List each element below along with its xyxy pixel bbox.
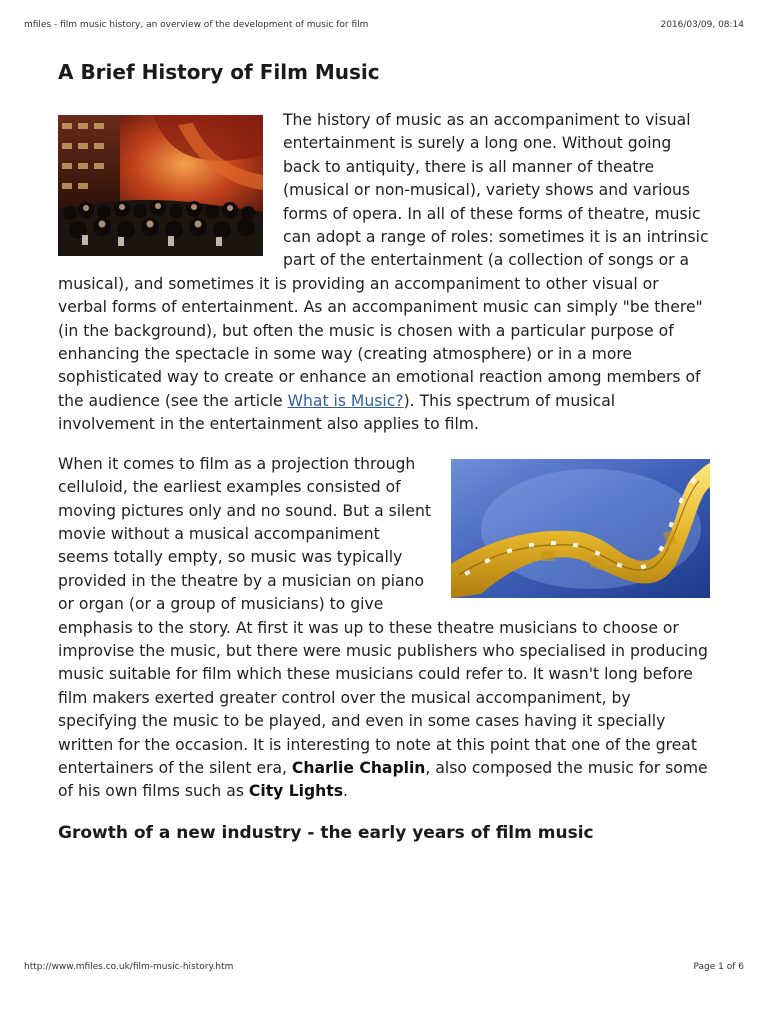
print-header-title: mfiles - film music history, an overview of the development of music for film bbox=[24, 20, 369, 30]
city-lights-title: City Lights bbox=[248, 782, 344, 801]
print-header bbox=[24, 20, 744, 30]
intro-text-end: ). This spectrum of musical involvement in the entertainment also applies to film. bbox=[58, 391, 616, 434]
article bbox=[58, 58, 710, 846]
silent-film-text-mid: , also composed the music for some of his own films such as bbox=[58, 758, 708, 801]
intro-text: The history of music as an accompaniment to visual entertainment is surely a long one. Without going back to antiquity, there is all manner of theatre (musical or non-musical), variety shows and various forms of opera. In all of these forms of theatre, music can adopt a range of roles: sometimes it is an intrinsic part of the entertainment (a collection of songs or a musical), and sometimes it is providing an accompaniment to other visual or verbal forms of entertainment. As an accompaniment music can simply "be there" (in the background), but often the music is chosen with a particular purpose of enhancing the spectacle in some way (creating atmosphere) or in a more sophisticated way to create or enhance an emotional reaction among members of the audience (see the article bbox=[58, 111, 709, 410]
article-title: A Brief History of Film Music bbox=[58, 60, 380, 84]
print-footer bbox=[24, 962, 744, 972]
print-header-datetime: 2016/03/09, 08:14 bbox=[660, 20, 744, 30]
theatre-image bbox=[58, 115, 263, 256]
print-footer-page: Page 1 of 6 bbox=[693, 962, 744, 972]
section-heading: Growth of a new industry - the early years of film music bbox=[58, 822, 594, 843]
what-is-music-link[interactable]: What is Music? bbox=[287, 391, 404, 410]
silent-film-text-end: . bbox=[343, 782, 348, 801]
charlie-chaplin-name: Charlie Chaplin bbox=[291, 758, 426, 777]
silent-film-text: When it comes to film as a projection through celluloid, the earliest examples consisted of moving pictures only and no sound. But a silent movie without a musical accompaniment seems totally empty, so music was typically provided in the theatre by a musician on piano or organ (or a group of musicians) to give emphasis to the story. At first it was up to these theatre musicians to choose or improvise the music, but there were music publishers who specialised in producing music suitable for film which these musicians could refer to. It wasn't long before film makers exerted greater control over the musical accompaniment, by specifying the music to be played, and even in some cases having it specially written for the occasion. It is interesting to note at this point that one of the great entertainers of the silent era, bbox=[58, 454, 708, 777]
film-strip-image bbox=[451, 459, 710, 598]
print-footer-url: http://www.mfiles.co.uk/film-music-history.htm bbox=[24, 962, 234, 972]
